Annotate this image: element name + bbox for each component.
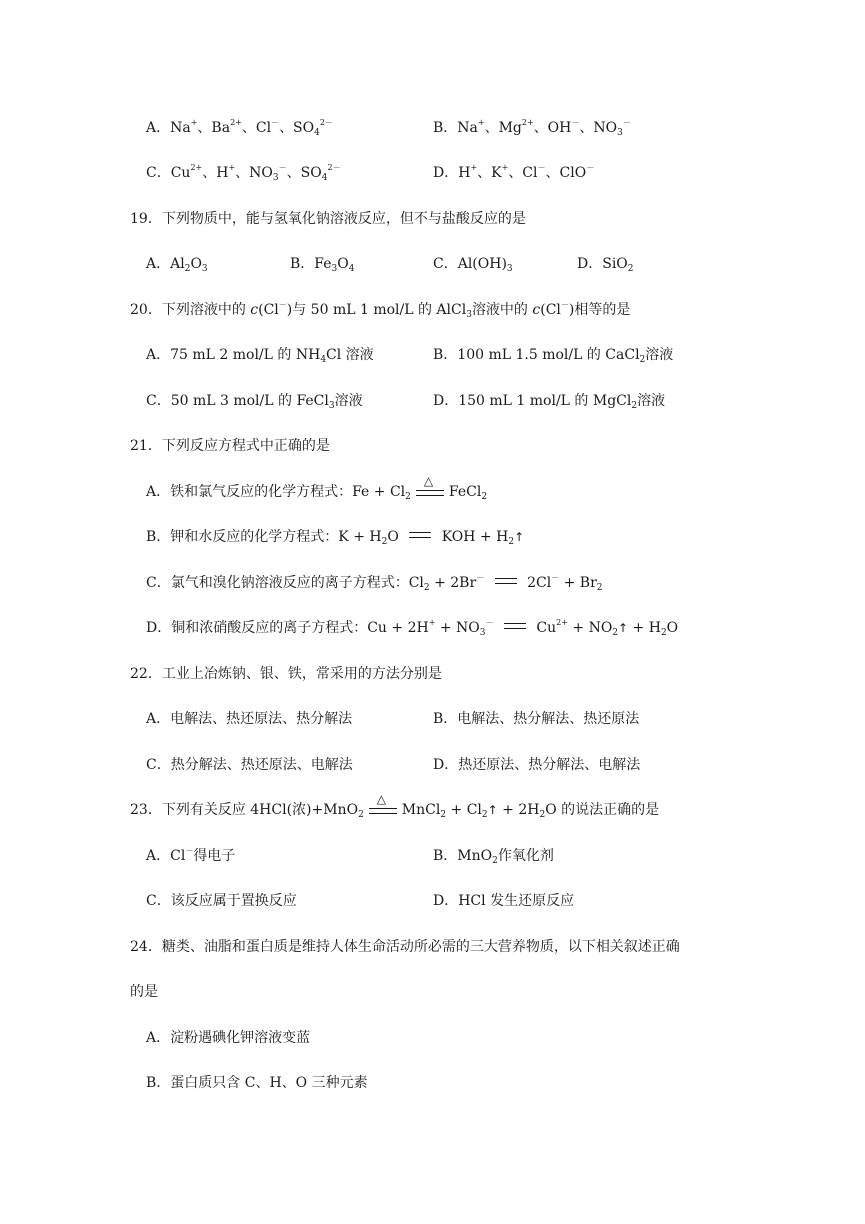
q23-option-d: D．HCl 发生还原反应: [433, 893, 575, 909]
q21-option-a: A．铁和氯气反应的化学方程式：$Fe + Cl_2$ △ FeCl$_2$: [146, 474, 488, 502]
q22-option-a: A．电解法、热还原法、热分解法: [146, 711, 353, 727]
q23-stem: 23．下列有关反应 4HCl(浓)+MnO$_2$ △ MnCl$_2$ + $Cl_2↑ + 2H_2O$ 的说法正确的是: [130, 792, 660, 820]
q20-option-b: B．100 mL 1.5 mol/L 的 CaCl$_2$溶液: [433, 347, 674, 365]
heat-equals-sign: △: [415, 484, 445, 498]
q23-option-a: A．Cl－得电子: [146, 846, 236, 864]
q24-stem-line1: 24．糖类、油脂和蛋白质是维持人体生命活动所必需的三大营养物质，以下相关叙述正确: [130, 939, 680, 955]
q24-stem-line2: 的是: [130, 984, 158, 1000]
q23-option-b: B．MnO$_2$作氧化剂: [433, 848, 554, 866]
q21-option-d: D．铜和浓硝酸反应的离子方程式：$Cu + 2H^+ + NO_3^-$ $Cu^{2+}$ + $NO_2↑ + H_2O$: [146, 618, 679, 638]
q19-option-a: A．$Al_2O_3$: [146, 256, 208, 274]
q22-option-c: C．热分解法、热还原法、电解法: [146, 757, 353, 773]
q21-stem: 21．下列反应方程式中正确的是: [130, 438, 330, 454]
q18-option-d: D．H+、K+、Cl－、ClO－: [433, 163, 595, 181]
q24-option-a: A．淀粉遇碘化钾溶液变蓝: [146, 1030, 311, 1046]
q19-option-d: D．SiO$_2$: [577, 256, 634, 274]
q20-option-a: A．75 mL 2 mol/L 的 $NH_4Cl$ 溶液: [146, 347, 374, 365]
q18-option-c: C．$Cu^{2+}$、H+、$NO_3^-$、$SO_4^{2-}$: [146, 163, 341, 183]
q18-option-b: B．Na+、$Mg^{2+}$、OH－、$NO_3^-$: [433, 118, 631, 138]
q20-stem: 20．下列溶液中的 c(Cl－)与 50 mL 1 mol/L 的 AlCl$_3$溶液中的 c(Cl－)相等的是: [130, 300, 631, 320]
heat-equals-sign: △: [368, 802, 398, 816]
q21-option-c: C．氯气和溴化钠溶液反应的离子方程式：$Cl_2 + 2Br^-$ $2Cl^- + Br_2$: [146, 573, 603, 593]
q18-option-a: A．Na+、$Ba^{2+}$、Cl－、$SO_4^{2-}$: [146, 118, 333, 138]
q23-option-c: C．该反应属于置换反应: [146, 893, 297, 909]
q21-option-b: B．钾和水反应的化学方程式：$K + H_2O$ KOH + $H_2↑$: [146, 529, 525, 547]
q20-option-d: D．150 mL 1 mol/L 的 MgCl$_2$溶液: [433, 393, 666, 411]
q20-option-c: C．50 mL 3 mol/L 的 FeCl$_3$溶液: [146, 393, 363, 411]
q22-option-b: B．电解法、热分解法、热还原法: [433, 711, 640, 727]
q19-option-b: B．$Fe_3O_4$: [290, 256, 355, 274]
q22-option-d: D．热还原法、热分解法、电解法: [433, 757, 641, 773]
q24-option-b: B．蛋白质只含 C、H、O 三种元素: [146, 1075, 368, 1091]
q19-stem: 19．下列物质中，能与氢氧化钠溶液反应，但不与盐酸反应的是: [130, 211, 526, 227]
q22-stem: 22．工业上冶炼钠、银、铁，常采用的方法分别是: [130, 666, 442, 682]
q19-option-c: C．$Al(OH)_3$: [433, 256, 513, 274]
